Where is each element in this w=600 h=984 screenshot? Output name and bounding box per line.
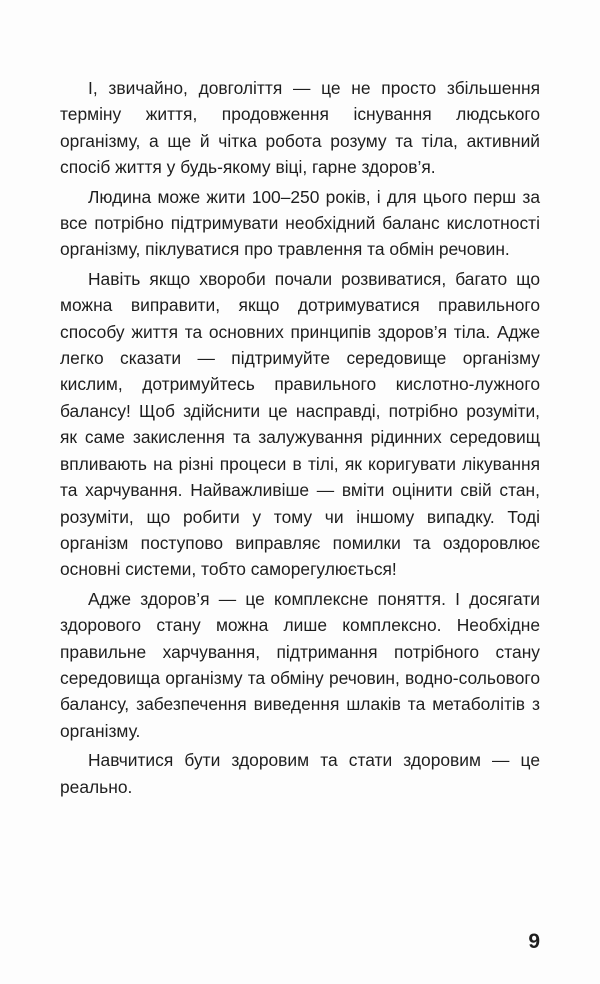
- paragraph-1: І, звичайно, довголіття — це не просто збільшення терміну життя, продовження існування людського організму, а ще й чітка робота розуму та тіла, активний спосіб життя у будь-якому віці, гарне здоров’я.: [60, 78, 540, 178]
- body-text: [60, 75, 540, 800]
- paragraph-3: Навіть якщо хвороби почали розвиватися, багато що можна виправити, якщо дотримуватися правильного способу життя та основних принципів здоров’я тіла. Адже легко сказати — підтримуйте середовище організму кислим, дотримуйтесь правильного кислотно-лужного балансу! Щоб здійснити це насправді, потрібно розуміти, як саме закислення та залужування рідинних середовищ впливають на різні процеси в тілі, як коригувати лікування та харчування. Найважливіше — вміти оцінити свій стан, розуміти, що робити у тому чи іншому випадку. Тоді організм поступово виправляє помилки та оздоровлює основні системи, тобто саморегулюється!: [60, 268, 540, 580]
- paragraph-2: Людина може жити 100–250 років, і для цього перш за все потрібно підтримувати необхідний баланс кислотності організму, піклуватися про травлення та обмін речовин.: [60, 186, 540, 260]
- paragraph-4: Адже здоров’я — це комплексне поняття. І досягати здорового стану можна лише комплексно. Необхідне правильне харчування, підтримання потрібного стану середовища організму та обміну речовин, водно-сольового балансу, забезпечення виведення шлаків та метаболітів з організму.: [60, 588, 540, 741]
- paragraph-5: Навчитися бути здоровим та стати здоровим — це реально.: [60, 750, 540, 797]
- page-number: 9: [528, 930, 540, 953]
